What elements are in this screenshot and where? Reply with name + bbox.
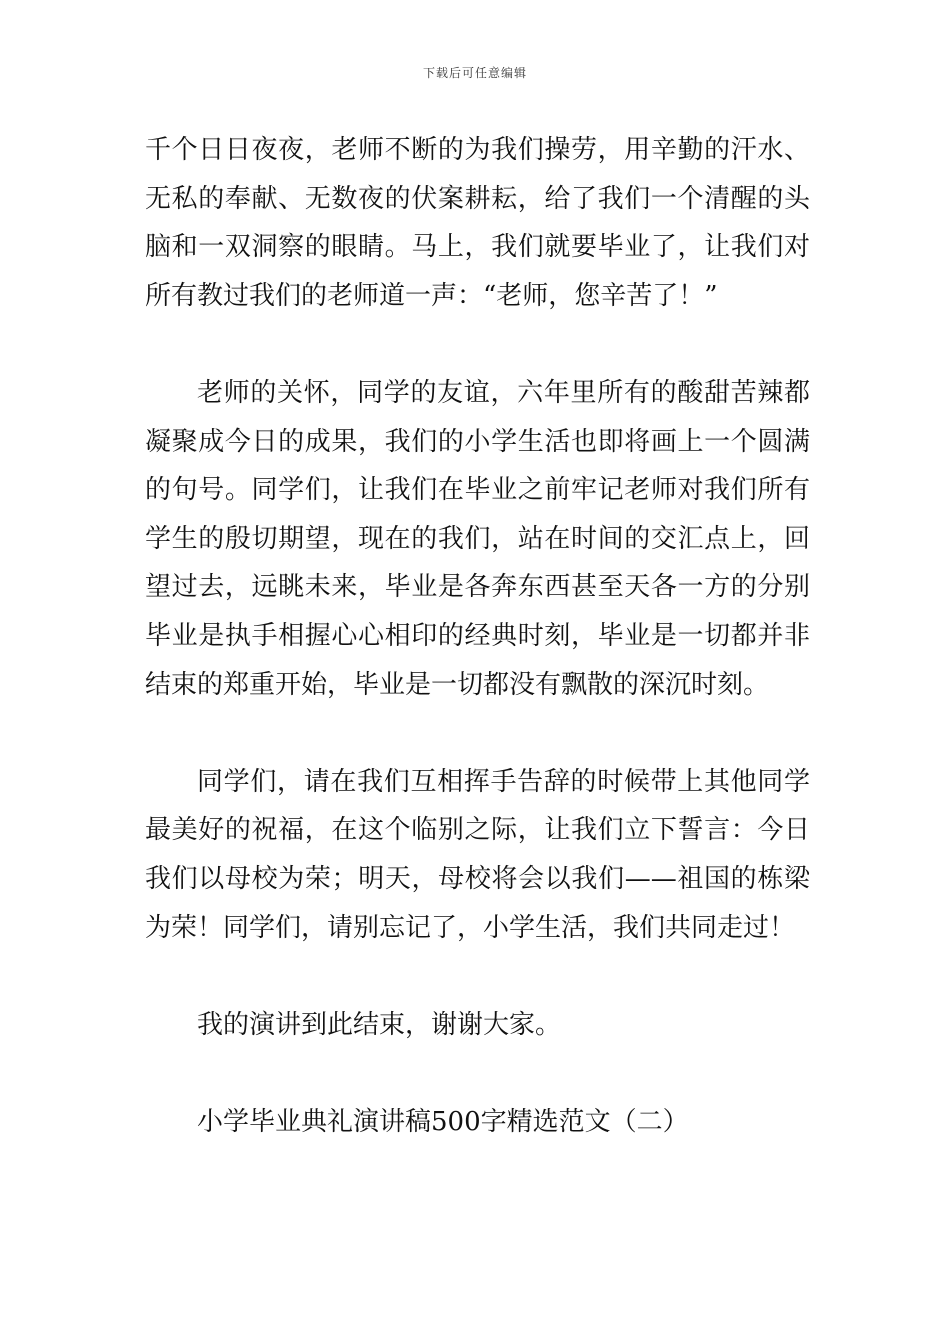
paragraph-3: 同学们，请在我们互相挥手告辞的时候带上其他同学最美好的祝福，在这个临别之际，让我们立下誓言：今日我们以母校为荣；明天，母校将会以我们——祖国的栋梁为荣！同学们，请别忘记了，小学生活，我们共同走过！ [145,766,810,943]
paragraph-gap [145,709,810,758]
paragraph-gap [145,1049,810,1098]
paragraph-closing: 我的演讲到此结束，谢谢大家。 [197,1009,562,1040]
paragraph-gap [145,952,810,1001]
paragraph-2: 老师的关怀，同学的友谊，六年里所有的酸甜苦辣都凝聚成今日的成果，我们的小学生活也即将画上一个圆满的句号。同学们，让我们在毕业之前牢记老师对我们所有学生的殷切期望，现在的我们，站在时间的交汇点上，回望过去，远眺未来，毕业是各奔东西甚至天各一方的分别毕业是执手相握心心相印的经典时刻，毕业是一切都并非结束的郑重开始，毕业是一切都没有飘散的深沉时刻。 [145,377,810,700]
paragraph-1: 千个日日夜夜，老师不断的为我们操劳，用辛勤的汗水、无私的奉献、无数夜的伏案耕耘，给了我们一个清醒的头脑和一双洞察的眼睛。马上，我们就要毕业了，让我们对所有教过我们的老师道一声：“老师，您辛苦了！” [145,135,810,311]
document-body [145,126,810,1146]
section-title: 小学毕业典礼演讲稿500字精选范文（二） [197,1106,689,1137]
paragraph-gap [145,320,810,369]
page-header-note: 下载后可任意编辑 [422,66,527,80]
